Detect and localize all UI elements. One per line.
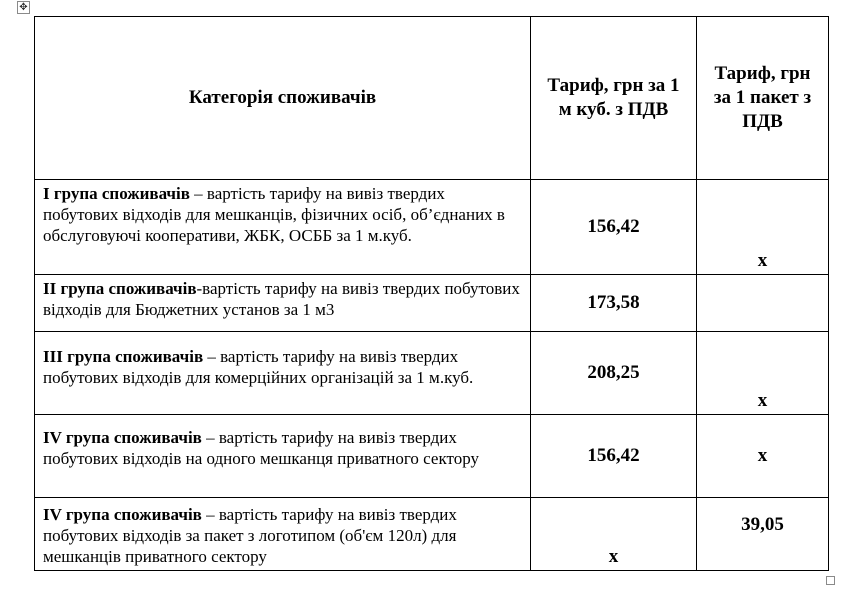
group-name: III група споживачів [43,347,204,366]
group-name: IV група споживачів [43,428,202,447]
group-name: I група споживачів [43,184,190,203]
category-cell [35,332,531,415]
category-cell [35,498,531,571]
tariff-per-m3-cell: 208,25 [531,332,697,415]
table-row [35,415,829,498]
tariff-per-m3-cell: х [531,498,697,571]
header-tariff-per-m3: Тариф, грн за 1 м куб. з ПДВ [531,17,697,180]
tariff-table [34,16,829,571]
category-cell [35,415,531,498]
tariff-per-m3-cell: 156,42 [531,180,697,275]
table-row [35,498,829,571]
tariff-per-m3-cell: 156,42 [531,415,697,498]
table-header-row [35,17,829,180]
table-row [35,332,829,415]
group-description: – вартість тарифу на вивіз твердих побутових відходів для мешканців, фізичних осіб, об’єднаних в обслуговуючі кооперативи, ЖБК, ОСББ за 1 м.куб. [43,184,505,245]
tariff-per-package-cell: 39,05 [697,498,829,571]
table-row [35,275,829,332]
table-row [35,180,829,275]
tariff-per-package-cell [697,275,829,332]
tariff-per-package-cell: х [697,180,829,275]
table-move-handle-icon[interactable]: ✥ [17,1,30,14]
group-name: II група споживачів [43,279,197,298]
group-description: – вартість тарифу на вивіз твердих побутових відходів за пакет з логотипом (об'єм 120л) для мешканців приватного сектору [43,505,457,566]
header-category: Категорія споживачів [35,17,531,180]
header-tariff-per-package: Тариф, грн за 1 пакет з ПДВ [697,17,829,180]
group-description: – вартість тарифу на вивіз твердих побутових відходів на одного мешканця приватного сектору [43,428,479,468]
group-description: -вартість тарифу на вивіз твердих побутових відходів для Бюджетних установ за 1 м3 [43,279,520,319]
group-description: – вартість тарифу на вивіз твердих побутових відходів для комерційних організацій за 1 м.куб. [43,347,474,387]
category-cell [35,275,531,332]
tariff-per-package-cell: х [697,415,829,498]
group-name: IV група споживачів [43,505,202,524]
category-cell [35,180,531,275]
table-resize-handle-icon[interactable] [826,576,835,585]
tariff-per-m3-cell: 173,58 [531,275,697,332]
tariff-per-package-cell: х [697,332,829,415]
